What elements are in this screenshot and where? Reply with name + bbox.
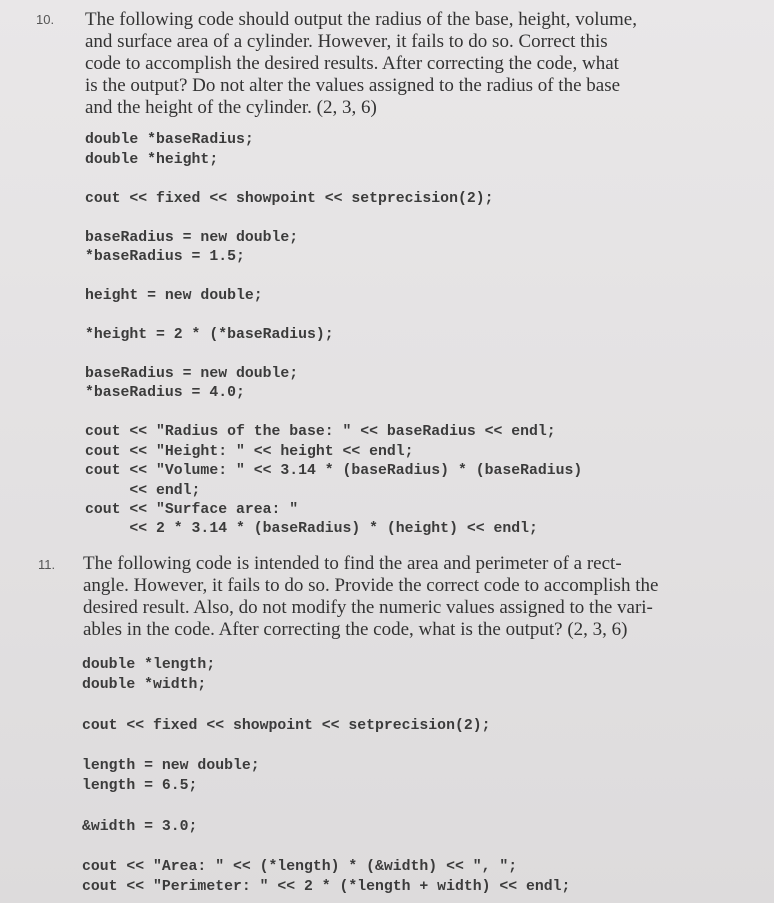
code-line: &width = 3.0; [82, 819, 198, 835]
code-line: cout << "Surface area: " [85, 502, 299, 518]
prompt-line: ables in the code. After correcting the code, what is the output? (2, 3, 6) [83, 619, 628, 640]
code-line: << endl; [85, 483, 201, 499]
question-10-number: 10. [36, 12, 55, 27]
code-line: *baseRadius = 4.0; [85, 385, 245, 401]
prompt-line: and surface area of a cylinder. However, it fails to do so. Correct this [85, 31, 608, 52]
prompt-line: The following code should output the radius of the base, height, volume, [85, 9, 637, 30]
code-line: double *length; [82, 657, 216, 673]
code-line: cout << "Area: " << (*length) * (&width) << ", "; [82, 859, 518, 875]
question-11-number: 11. [38, 557, 56, 572]
code-line: *height = 2 * (*baseRadius); [85, 327, 334, 343]
question-11-prompt [83, 553, 658, 641]
code-line: cout << "Perimeter: " << 2 * (*length + width) << endl; [82, 879, 571, 895]
code-line: baseRadius = new double; [85, 230, 299, 246]
question-10-prompt [85, 9, 637, 119]
code-line: cout << "Radius of the base: " << baseRadius << endl; [85, 424, 556, 440]
prompt-line: desired result. Also, do not modify the numeric values assigned to the vari- [83, 597, 653, 618]
code-line: cout << fixed << showpoint << setprecision(2); [85, 191, 494, 207]
code-line: double *baseRadius; [85, 132, 254, 148]
code-line: height = new double; [85, 288, 263, 304]
code-line: length = 6.5; [82, 778, 198, 794]
prompt-line: The following code is intended to find the area and perimeter of a rect- [83, 553, 622, 574]
code-line: *baseRadius = 1.5; [85, 249, 245, 265]
code-line: << 2 * 3.14 * (baseRadius) * (height) << endl; [85, 521, 538, 537]
code-line: length = new double; [82, 758, 260, 774]
prompt-line: angle. However, it fails to do so. Provide the correct code to accomplish the [83, 575, 659, 596]
code-line: cout << fixed << showpoint << setprecision(2); [82, 718, 491, 734]
prompt-line: code to accomplish the desired results. After correcting the code, what [85, 53, 619, 74]
prompt-line: and the height of the cylinder. (2, 3, 6) [85, 97, 377, 118]
code-line: cout << "Volume: " << 3.14 * (baseRadius) * (baseRadius) [85, 463, 583, 479]
code-line: double *height; [85, 152, 219, 168]
code-line: double *width; [82, 677, 207, 693]
code-line: baseRadius = new double; [85, 366, 299, 382]
prompt-line: is the output? Do not alter the values assigned to the radius of the base [85, 75, 621, 96]
code-line: cout << "Height: " << height << endl; [85, 444, 414, 460]
